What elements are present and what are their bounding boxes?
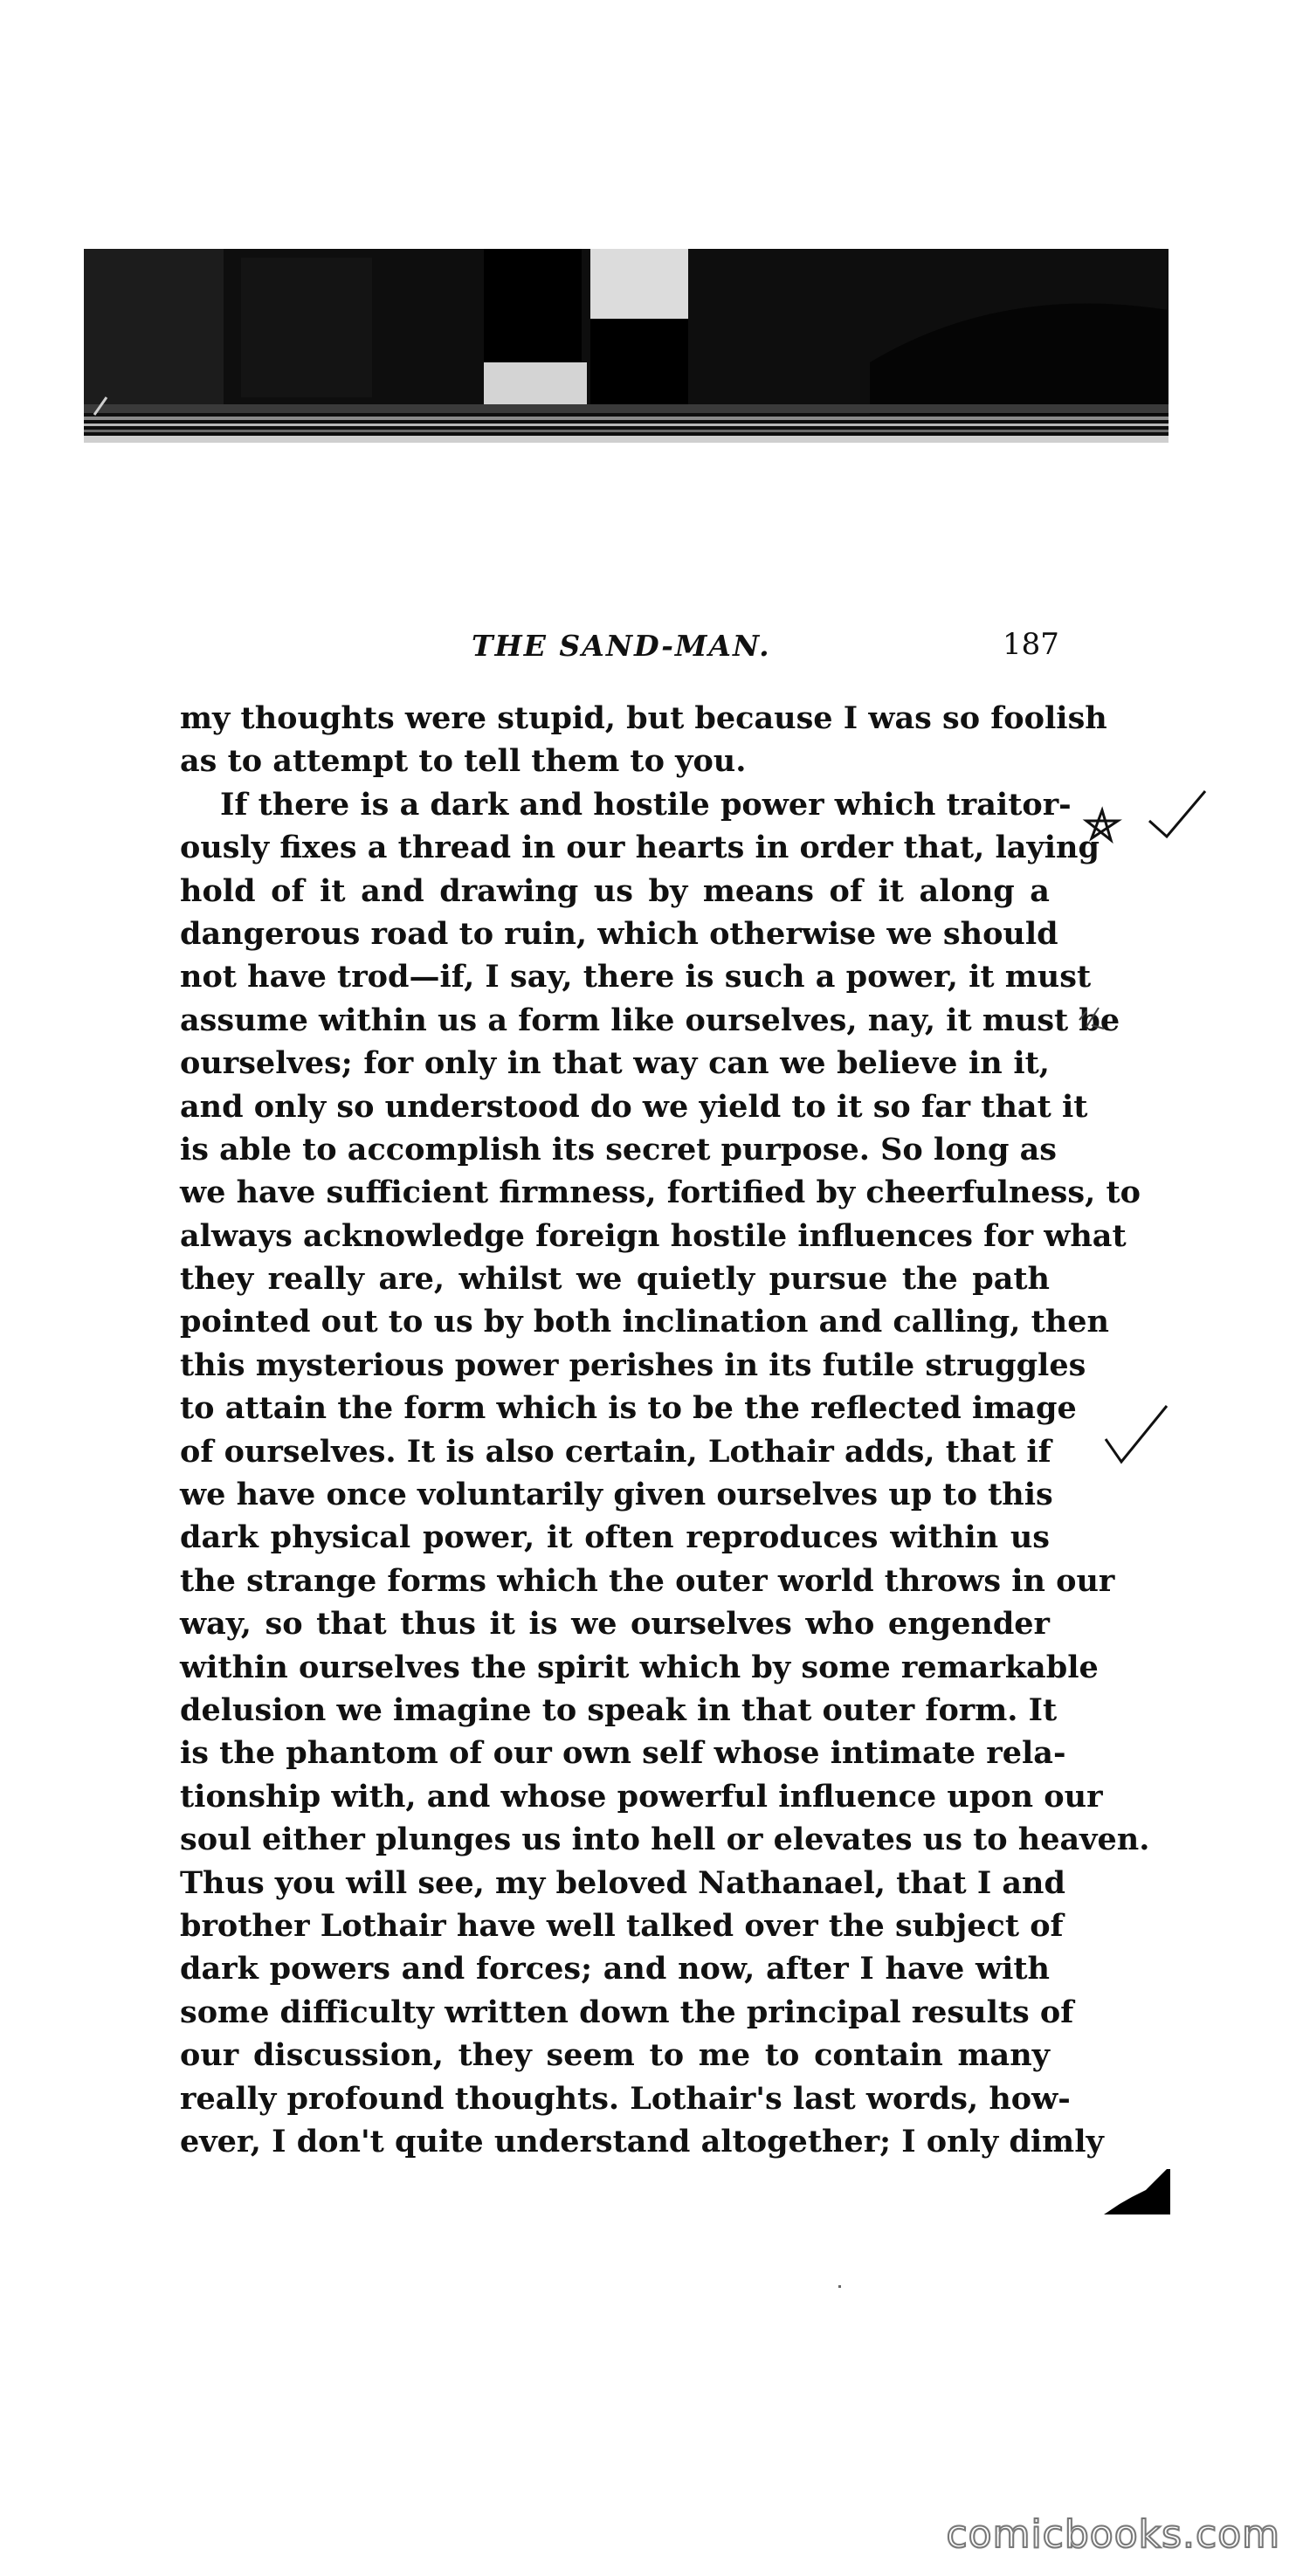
text-line: pointed out to us by both inclination and calling, then bbox=[180, 1304, 1109, 1340]
text-line: of ourselves. It is also certain, Lothair adds, that if bbox=[180, 1433, 1051, 1470]
text-line: brother Lothair have well talked over the subject of bbox=[180, 1907, 1064, 1944]
text-line: my thoughts were stupid, but because I was so foolish bbox=[180, 700, 1107, 736]
text-line: If there is a dark and hostile power which traitor- bbox=[220, 786, 1072, 823]
ink-blot bbox=[1102, 2166, 1172, 2218]
text-line: dark physical power, it often reproduces within us bbox=[180, 1519, 1050, 1556]
text-line: assume within us a form like ourselves, nay, it must be bbox=[180, 1002, 1120, 1038]
text-line: ourselves; for only in that way can we believe in it, bbox=[180, 1045, 1050, 1082]
page-number: 187 bbox=[1003, 627, 1059, 662]
text-line: always acknowledge foreign hostile influences for what bbox=[180, 1217, 1127, 1254]
margin-star-annotation bbox=[1083, 786, 1214, 856]
text-line: delusion we imagine to speak in that outer form. It bbox=[180, 1691, 1058, 1728]
text-line: way, so that thus it is we ourselves who engender bbox=[180, 1606, 1050, 1643]
margin-small-mark bbox=[1074, 1002, 1109, 1034]
scan-dark-strip bbox=[84, 249, 1169, 443]
text-line: they really are, whilst we quietly pursue the path bbox=[180, 1261, 1050, 1298]
text-line: soul either plunges us into hell or elevates us to heaven. bbox=[180, 1822, 1150, 1858]
text-line: ever, I don't quite understand altogether; I only dimly bbox=[180, 2123, 1104, 2159]
text-line: dangerous road to ruin, which otherwise we should bbox=[180, 915, 1058, 952]
text-line: Thus you will see, my beloved Nathanael, that I and bbox=[180, 1864, 1065, 1901]
text-line: ously fixes a thread in our hearts in order that, laying bbox=[180, 830, 1100, 866]
text-line: as to attempt to tell them to you. bbox=[180, 743, 747, 780]
text-line: some difficulty written down the principal results of bbox=[180, 1994, 1074, 2030]
text-line: hold of it and drawing us by means of it along a bbox=[180, 872, 1050, 909]
text-line: this mysterious power perishes in its futile struggles bbox=[180, 1347, 1086, 1383]
text-line: our discussion, they seem to me to contain many bbox=[180, 2037, 1050, 2074]
text-line: dark powers and forces; and now, after I have with bbox=[180, 1951, 1050, 1987]
text-line: tionship with, and whose powerful influence upon our bbox=[180, 1778, 1103, 1815]
speck bbox=[838, 2285, 841, 2288]
text-line: we have sufficient firmness, fortified by cheerfulness, to bbox=[180, 1174, 1141, 1211]
text-line: really profound thoughts. Lothair's last words, how- bbox=[180, 2080, 1071, 2117]
text-line: the strange forms which the outer world throws in our bbox=[180, 1562, 1115, 1599]
running-title: THE SAND-MAN. bbox=[472, 629, 771, 663]
text-line: is able to accomplish its secret purpose. So long as bbox=[180, 1131, 1058, 1167]
text-line: is the phantom of our own self whose intimate rela- bbox=[180, 1735, 1066, 1772]
body-text bbox=[180, 697, 1150, 2163]
text-line: to attain the form which is to be the reflected image bbox=[180, 1390, 1077, 1427]
text-line: within ourselves the spirit which by some remarkable bbox=[180, 1649, 1099, 1685]
text-line: not have trod—if, I say, there is such a power, it must bbox=[180, 959, 1092, 995]
scan-strip-graphic bbox=[84, 249, 1169, 443]
text-line: we have once voluntarily given ourselves up to this bbox=[180, 1477, 1053, 1513]
text-line: and only so understood do we yield to it so far that it bbox=[180, 1088, 1088, 1125]
margin-checkmark bbox=[1102, 1401, 1172, 1471]
watermark: comicbooks.com bbox=[946, 2512, 1280, 2557]
